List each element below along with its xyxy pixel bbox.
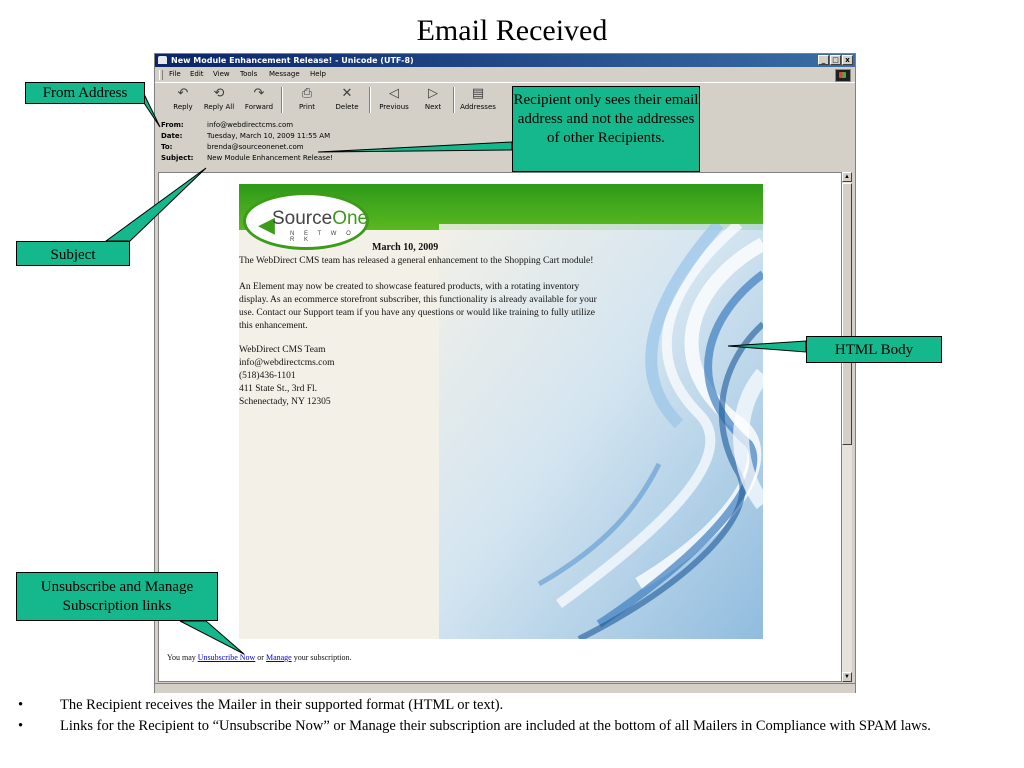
unsubscribe-link[interactable]: Unsubscribe Now: [197, 653, 256, 662]
previous-label: Previous: [379, 103, 409, 111]
subject-value: New Module Enhancement Release!: [207, 154, 334, 162]
html-body-arrow: [728, 341, 806, 352]
footer-prefix: You may: [167, 653, 198, 662]
manage-link[interactable]: Manage: [265, 653, 292, 662]
next-icon: ▷: [428, 86, 438, 101]
footer-suffix: your subscription.: [291, 653, 352, 662]
bullet-text: Links for the Recipient to “Unsubscribe Now” or Manage their subscription are included at the bottom of all Mailers in Compliance with SPAM laws.: [60, 718, 931, 734]
scroll-down-icon[interactable]: ▼: [842, 672, 852, 682]
from-arrow: [144, 94, 160, 127]
newsletter-line-3: use. Contact our Support team if you have any questions or would like training to fully utilize: [239, 308, 595, 318]
previous-icon: ◁: [389, 86, 399, 101]
to-value[interactable]: brenda@sourceonenet.com: [207, 143, 304, 151]
logo-subtitle: N E T W O R K: [290, 231, 355, 243]
address-book-icon: ▤: [471, 86, 485, 101]
menu-view[interactable]: View: [213, 70, 230, 78]
newsletter-line-2: display. As an ecommerce storefront subscriber, this functionality is already available for your: [239, 295, 597, 305]
subject-arrow: [106, 168, 206, 241]
newsletter-intro: The WebDirect CMS team has released a general enhancement to the Shopping Cart module!: [239, 256, 594, 266]
minimize-button[interactable]: _: [818, 55, 829, 65]
window-title: New Module Enhancement Release! - Unicode (UTF-8): [171, 56, 414, 65]
slide-title: Email Received: [416, 14, 608, 47]
delete-label: Delete: [335, 103, 359, 111]
close-button[interactable]: x: [842, 55, 853, 65]
unsubscribe-callout: Unsubscribe and Manage Subscription links: [16, 572, 218, 621]
bullet-symbol: •: [18, 718, 24, 734]
next-label: Next: [424, 103, 442, 111]
menu-file[interactable]: File: [169, 70, 181, 78]
newsletter-date: March 10, 2009: [372, 242, 439, 253]
signature-team: WebDirect CMS Team: [239, 345, 326, 355]
signature-street: 411 State St., 3rd Fl.: [239, 384, 318, 394]
bullet-item: [18, 718, 1008, 735]
logo-wordmark: SourceOne: [272, 208, 369, 229]
signature-phone: (518)436-1101: [239, 371, 296, 381]
reply-all-icon: ⟲: [213, 86, 225, 101]
from-label: From:: [161, 121, 184, 129]
forward-icon: ↷: [253, 86, 265, 101]
menu-help[interactable]: Help: [310, 70, 326, 78]
reply-icon: ↶: [177, 86, 189, 101]
menu-tools[interactable]: Tools: [240, 70, 258, 78]
newsletter-line-4: this enhancement.: [239, 321, 308, 331]
bullet-list: [18, 697, 1008, 739]
logo-swoosh-icon: ◀: [258, 212, 275, 237]
footer-middle: or: [255, 653, 266, 662]
date-label: Date:: [161, 132, 183, 140]
menu-message[interactable]: Message: [269, 70, 300, 78]
menu-edit[interactable]: Edit: [190, 70, 204, 78]
bullet-symbol: •: [18, 697, 24, 713]
recipient-arrow: [318, 142, 512, 152]
from-value[interactable]: info@webdirectcms.com: [207, 121, 294, 129]
print-label: Print: [298, 103, 316, 111]
forward-label: Forward: [244, 103, 274, 111]
from-address-callout: From Address: [25, 82, 145, 104]
bullet-item: [18, 697, 1008, 714]
to-label: To:: [161, 143, 173, 151]
html-body-callout: HTML Body: [806, 336, 942, 363]
scroll-up-icon[interactable]: ▲: [842, 172, 852, 182]
bullet-text: The Recipient receives the Mailer in their supported format (HTML or text).: [60, 697, 504, 713]
reply-label: Reply: [173, 103, 193, 111]
newsletter-line-1: An Element may now be created to showcase featured products, with a rotating inventory: [239, 282, 580, 292]
addresses-label: Addresses: [460, 103, 496, 111]
signature-email: info@webdirectcms.com: [239, 358, 335, 368]
subject-label: Subject:: [161, 154, 194, 162]
recipient-callout: Recipient only sees their email address and not the addresses of other Recipients.: [512, 86, 700, 172]
maximize-button[interactable]: □: [830, 55, 841, 65]
delete-icon: ✕: [341, 86, 353, 101]
reply-all-label: Reply All: [203, 103, 235, 111]
subject-callout: Subject: [16, 241, 130, 266]
unsubscribe-arrow: [180, 621, 244, 654]
print-icon: ⎙: [301, 86, 313, 101]
date-value: Tuesday, March 10, 2009 11:55 AM: [207, 132, 331, 140]
signature-city: Schenectady, NY 12305: [239, 397, 331, 407]
